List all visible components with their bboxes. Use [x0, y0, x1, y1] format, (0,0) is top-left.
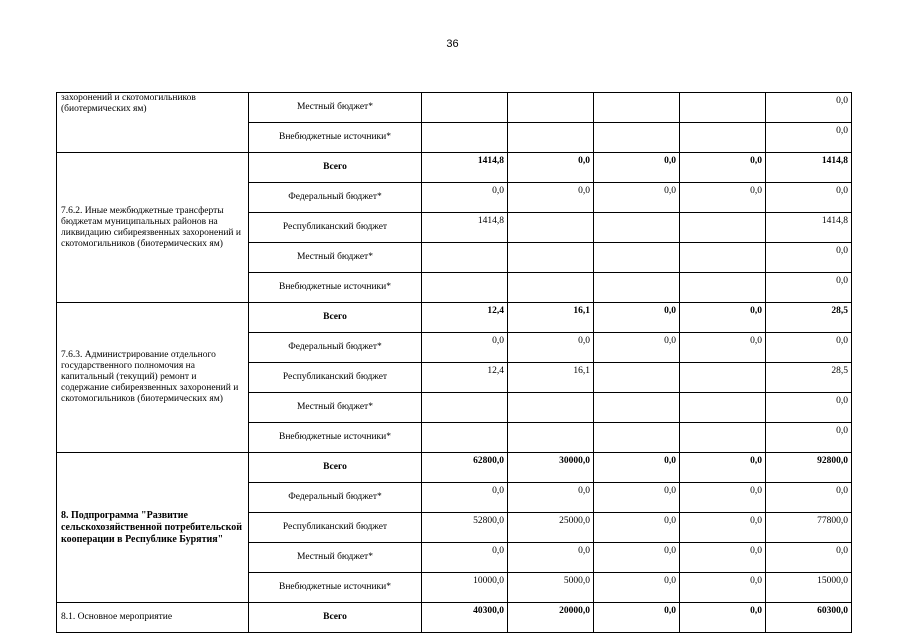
value-cell: 60300,0 — [766, 603, 852, 633]
value-cell: 0,0 — [508, 333, 594, 363]
funding-source-cell: Республиканский бюджет — [249, 363, 422, 393]
value-cell: 0,0 — [594, 183, 680, 213]
value-cell: 0,0 — [766, 483, 852, 513]
value-cell: 0,0 — [594, 303, 680, 333]
value-cell — [508, 93, 594, 123]
value-cell — [508, 393, 594, 423]
funding-source-cell: Местный бюджет* — [249, 543, 422, 573]
value-cell — [508, 423, 594, 453]
value-cell — [422, 243, 508, 273]
activity-name-cell: 7.6.2. Иные межбюджетные трансферты бюджетам муниципальных районов на ликвидацию сибиреязвенных захоронений и скотомогильников (биотермических ям) — [57, 153, 249, 303]
value-cell — [594, 93, 680, 123]
value-cell: 0,0 — [766, 333, 852, 363]
value-cell: 30000,0 — [508, 453, 594, 483]
value-cell: 1414,8 — [766, 213, 852, 243]
value-cell: 20000,0 — [508, 603, 594, 633]
funding-source-cell: Федеральный бюджет* — [249, 333, 422, 363]
value-cell — [680, 273, 766, 303]
value-cell: 0,0 — [680, 303, 766, 333]
activity-name-cell: 8. Подпрограмма "Развитие сельскохозяйственной потребительской кооперации в Республике Бурятия" — [57, 453, 249, 603]
value-cell: 0,0 — [508, 153, 594, 183]
value-cell — [594, 243, 680, 273]
value-cell — [594, 123, 680, 153]
value-cell: 0,0 — [594, 573, 680, 603]
value-cell: 0,0 — [508, 543, 594, 573]
value-cell: 0,0 — [422, 543, 508, 573]
funding-source-cell: Всего — [249, 153, 422, 183]
value-cell — [422, 123, 508, 153]
table-row — [57, 603, 852, 633]
activity-name-cell: 8.1. Основное мероприятие — [57, 603, 249, 633]
value-cell — [508, 243, 594, 273]
value-cell: 0,0 — [594, 543, 680, 573]
value-cell — [680, 93, 766, 123]
value-cell — [508, 123, 594, 153]
value-cell: 0,0 — [680, 483, 766, 513]
value-cell — [680, 363, 766, 393]
page-number: 36 — [446, 38, 459, 50]
value-cell — [680, 243, 766, 273]
value-cell — [422, 93, 508, 123]
value-cell: 10000,0 — [422, 573, 508, 603]
value-cell: 0,0 — [508, 183, 594, 213]
value-cell: 0,0 — [680, 543, 766, 573]
value-cell: 0,0 — [680, 453, 766, 483]
table-row — [57, 453, 852, 483]
value-cell: 0,0 — [766, 123, 852, 153]
value-cell: 15000,0 — [766, 573, 852, 603]
value-cell: 0,0 — [766, 423, 852, 453]
value-cell: 0,0 — [594, 153, 680, 183]
value-cell: 0,0 — [422, 483, 508, 513]
funding-source-cell: Местный бюджет* — [249, 393, 422, 423]
value-cell: 0,0 — [680, 603, 766, 633]
funding-source-cell: Местный бюджет* — [249, 243, 422, 273]
value-cell — [680, 123, 766, 153]
value-cell: 77800,0 — [766, 513, 852, 543]
value-cell: 0,0 — [766, 243, 852, 273]
value-cell: 5000,0 — [508, 573, 594, 603]
value-cell: 1414,8 — [766, 153, 852, 183]
value-cell: 0,0 — [766, 393, 852, 423]
value-cell: 12,4 — [422, 363, 508, 393]
value-cell: 0,0 — [594, 603, 680, 633]
value-cell: 28,5 — [766, 303, 852, 333]
activity-name-cell: захоронений и скотомогильников (биотермических ям) — [57, 93, 249, 153]
table-row — [57, 303, 852, 333]
value-cell — [422, 393, 508, 423]
funding-source-cell: Внебюджетные источники* — [249, 273, 422, 303]
value-cell — [508, 213, 594, 243]
value-cell: 16,1 — [508, 363, 594, 393]
value-cell — [508, 273, 594, 303]
value-cell: 0,0 — [508, 483, 594, 513]
table-row — [57, 93, 852, 123]
value-cell: 0,0 — [594, 333, 680, 363]
value-cell: 0,0 — [680, 513, 766, 543]
value-cell: 0,0 — [680, 333, 766, 363]
funding-source-cell: Республиканский бюджет — [249, 213, 422, 243]
value-cell: 0,0 — [766, 183, 852, 213]
value-cell — [594, 273, 680, 303]
value-cell: 92800,0 — [766, 453, 852, 483]
value-cell: 0,0 — [766, 543, 852, 573]
funding-source-cell: Местный бюджет* — [249, 93, 422, 123]
activity-name-cell: 7.6.3. Администрирование отдельного государственного полномочия на капитальный (текущий) ремонт и содержание сибиреязвенных захоронений и скотомогильников (биотермических ям) — [57, 303, 249, 453]
value-cell: 12,4 — [422, 303, 508, 333]
value-cell — [422, 423, 508, 453]
value-cell: 25000,0 — [508, 513, 594, 543]
funding-source-cell: Всего — [249, 603, 422, 633]
value-cell: 0,0 — [766, 273, 852, 303]
value-cell — [594, 213, 680, 243]
value-cell — [680, 393, 766, 423]
value-cell: 0,0 — [594, 453, 680, 483]
value-cell: 1414,8 — [422, 213, 508, 243]
value-cell: 0,0 — [422, 183, 508, 213]
budget-table — [56, 92, 852, 633]
value-cell: 40300,0 — [422, 603, 508, 633]
value-cell: 16,1 — [508, 303, 594, 333]
funding-source-cell: Республиканский бюджет — [249, 513, 422, 543]
funding-source-cell: Внебюджетные источники* — [249, 573, 422, 603]
value-cell — [594, 363, 680, 393]
value-cell: 0,0 — [680, 573, 766, 603]
value-cell — [422, 273, 508, 303]
funding-source-cell: Федеральный бюджет* — [249, 183, 422, 213]
value-cell: 1414,8 — [422, 153, 508, 183]
value-cell: 52800,0 — [422, 513, 508, 543]
value-cell: 0,0 — [766, 93, 852, 123]
funding-source-cell: Всего — [249, 453, 422, 483]
table-row — [57, 153, 852, 183]
funding-source-cell: Внебюджетные источники* — [249, 123, 422, 153]
value-cell: 0,0 — [594, 513, 680, 543]
value-cell — [594, 393, 680, 423]
funding-source-cell: Всего — [249, 303, 422, 333]
value-cell: 62800,0 — [422, 453, 508, 483]
value-cell: 0,0 — [680, 183, 766, 213]
value-cell: 0,0 — [594, 483, 680, 513]
value-cell — [680, 213, 766, 243]
funding-source-cell: Внебюджетные источники* — [249, 423, 422, 453]
value-cell — [594, 423, 680, 453]
value-cell — [680, 423, 766, 453]
value-cell: 0,0 — [422, 333, 508, 363]
value-cell: 28,5 — [766, 363, 852, 393]
funding-source-cell: Федеральный бюджет* — [249, 483, 422, 513]
value-cell: 0,0 — [680, 153, 766, 183]
